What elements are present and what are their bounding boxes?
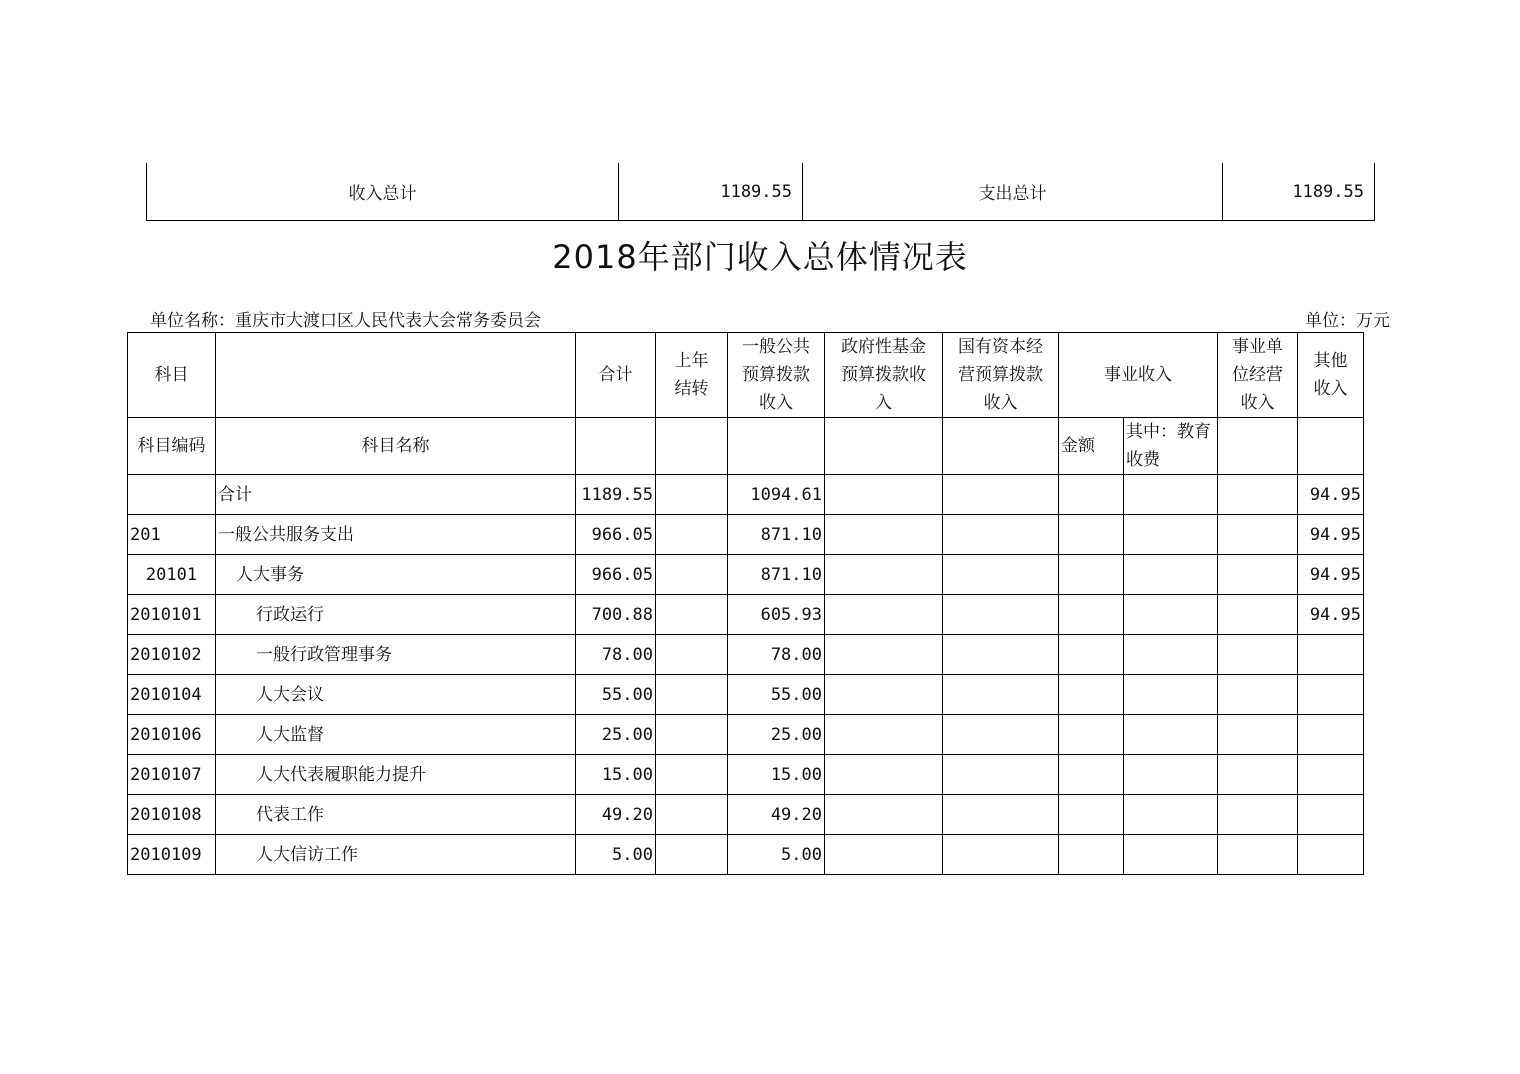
unit-operating-cell bbox=[1218, 475, 1298, 515]
table-row bbox=[128, 835, 1364, 875]
table-row bbox=[128, 635, 1364, 675]
carryover-cell bbox=[656, 595, 728, 635]
other-income-cell bbox=[1298, 675, 1364, 715]
income-total-label: 收入总计 bbox=[147, 163, 619, 221]
state-capital-cell bbox=[943, 835, 1059, 875]
header-row-2 bbox=[128, 418, 1364, 475]
total-cell: 55.00 bbox=[576, 675, 656, 715]
other-income-cell bbox=[1298, 635, 1364, 675]
gov-fund-cell bbox=[825, 555, 943, 595]
carryover-cell bbox=[656, 835, 728, 875]
state-capital-cell bbox=[943, 515, 1059, 555]
table-row bbox=[128, 555, 1364, 595]
general-budget-cell: 55.00 bbox=[728, 675, 825, 715]
table-body bbox=[128, 475, 1364, 875]
subject-code-cell: 2010109 bbox=[128, 835, 216, 875]
business-amount-cell bbox=[1059, 715, 1124, 755]
header-edu-fee-line: 收费 bbox=[1126, 450, 1160, 470]
header-state-capital-line: 收入 bbox=[983, 393, 1018, 413]
header-empty bbox=[1218, 418, 1298, 475]
general-budget-cell: 15.00 bbox=[728, 755, 825, 795]
carryover-cell bbox=[656, 755, 728, 795]
header-empty bbox=[728, 418, 825, 475]
subject-code-cell: 2010107 bbox=[128, 755, 216, 795]
header-empty bbox=[825, 418, 943, 475]
gov-fund-cell bbox=[825, 755, 943, 795]
header-subject-name: 科目名称 bbox=[216, 418, 576, 475]
expense-total-label: 支出总计 bbox=[803, 163, 1223, 221]
edu-fee-cell bbox=[1124, 515, 1218, 555]
header-business-income: 事业收入 bbox=[1059, 333, 1218, 418]
edu-fee-cell bbox=[1124, 715, 1218, 755]
header-unit-operating-line: 事业单 bbox=[1232, 337, 1283, 357]
table-row bbox=[128, 755, 1364, 795]
subject-name-cell: 人大信访工作 bbox=[216, 835, 576, 875]
unit-operating-cell bbox=[1218, 675, 1298, 715]
state-capital-cell bbox=[943, 595, 1059, 635]
general-budget-cell: 1094.61 bbox=[728, 475, 825, 515]
business-amount-cell bbox=[1059, 475, 1124, 515]
header-unit-operating-line: 收入 bbox=[1240, 393, 1275, 413]
header-subject-code: 科目编码 bbox=[128, 418, 216, 475]
table-row bbox=[128, 675, 1364, 715]
header-general-budget-line: 预算拨款 bbox=[742, 365, 810, 385]
carryover-cell bbox=[656, 715, 728, 755]
header-total: 合计 bbox=[576, 333, 656, 418]
carryover-cell bbox=[656, 635, 728, 675]
header-gov-fund-line: 政府性基金 bbox=[841, 337, 926, 357]
table-row bbox=[128, 715, 1364, 755]
subject-name-cell: 代表工作 bbox=[216, 795, 576, 835]
business-amount-cell bbox=[1059, 595, 1124, 635]
unit-operating-cell bbox=[1218, 515, 1298, 555]
subject-code-cell: 201 bbox=[128, 515, 216, 555]
business-amount-cell bbox=[1059, 835, 1124, 875]
table-row bbox=[128, 595, 1364, 635]
total-cell: 78.00 bbox=[576, 635, 656, 675]
header-state-capital-line: 营预算拨款 bbox=[958, 365, 1043, 385]
state-capital-cell bbox=[943, 475, 1059, 515]
unit-operating-cell bbox=[1218, 595, 1298, 635]
subject-name-cell: 人大代表履职能力提升 bbox=[216, 755, 576, 795]
subject-code-cell bbox=[128, 475, 216, 515]
header-gov-fund bbox=[825, 333, 943, 418]
total-cell: 5.00 bbox=[576, 835, 656, 875]
general-budget-cell: 5.00 bbox=[728, 835, 825, 875]
subject-code-cell: 2010102 bbox=[128, 635, 216, 675]
general-budget-cell: 605.93 bbox=[728, 595, 825, 635]
unit-operating-cell bbox=[1218, 795, 1298, 835]
subject-code-cell: 2010106 bbox=[128, 715, 216, 755]
header-carryover bbox=[656, 333, 728, 418]
subject-name-cell: 一般行政管理事务 bbox=[216, 635, 576, 675]
header-unit-operating-line: 位经营 bbox=[1232, 365, 1283, 385]
other-income-cell: 94.95 bbox=[1298, 475, 1364, 515]
general-budget-cell: 871.10 bbox=[728, 555, 825, 595]
state-capital-cell bbox=[943, 715, 1059, 755]
header-unit-operating bbox=[1218, 333, 1298, 418]
business-amount-cell bbox=[1059, 515, 1124, 555]
carryover-cell bbox=[656, 675, 728, 715]
state-capital-cell bbox=[943, 555, 1059, 595]
business-amount-cell bbox=[1059, 555, 1124, 595]
summary-table bbox=[146, 163, 1375, 221]
header-other-income-line: 收入 bbox=[1313, 379, 1348, 399]
business-amount-cell bbox=[1059, 795, 1124, 835]
unit-operating-cell bbox=[1218, 755, 1298, 795]
other-income-cell bbox=[1298, 715, 1364, 755]
header-empty bbox=[656, 418, 728, 475]
edu-fee-cell bbox=[1124, 835, 1218, 875]
business-amount-cell bbox=[1059, 635, 1124, 675]
business-amount-cell bbox=[1059, 755, 1124, 795]
unit-name: 单位名称：重庆市大渡口区人民代表大会常务委员会 bbox=[150, 311, 541, 331]
total-cell: 966.05 bbox=[576, 555, 656, 595]
total-cell: 966.05 bbox=[576, 515, 656, 555]
header-edu-fee bbox=[1124, 418, 1218, 475]
income-table bbox=[127, 332, 1364, 875]
other-income-cell bbox=[1298, 755, 1364, 795]
unit-operating-cell bbox=[1218, 635, 1298, 675]
subject-name-cell: 人大监督 bbox=[216, 715, 576, 755]
subject-name-cell: 合计 bbox=[216, 475, 576, 515]
other-income-cell bbox=[1298, 795, 1364, 835]
page-title: 2018年部门收入总体情况表 bbox=[552, 238, 968, 276]
subject-name-cell: 行政运行 bbox=[216, 595, 576, 635]
state-capital-cell bbox=[943, 635, 1059, 675]
header-gov-fund-line: 入 bbox=[875, 393, 892, 413]
edu-fee-cell bbox=[1124, 675, 1218, 715]
header-state-capital-line: 国有资本经 bbox=[958, 337, 1043, 357]
state-capital-cell bbox=[943, 795, 1059, 835]
subject-name-cell: 一般公共服务支出 bbox=[216, 515, 576, 555]
header-blank bbox=[216, 333, 576, 418]
edu-fee-cell bbox=[1124, 475, 1218, 515]
business-amount-cell bbox=[1059, 675, 1124, 715]
subject-name-cell: 人大会议 bbox=[216, 675, 576, 715]
total-cell: 15.00 bbox=[576, 755, 656, 795]
header-general-budget bbox=[728, 333, 825, 418]
income-total-value: 1189.55 bbox=[619, 163, 803, 221]
gov-fund-cell bbox=[825, 795, 943, 835]
expense-total-value: 1189.55 bbox=[1223, 163, 1375, 221]
general-budget-cell: 25.00 bbox=[728, 715, 825, 755]
subject-code-cell: 2010108 bbox=[128, 795, 216, 835]
summary-row bbox=[147, 163, 1375, 221]
header-empty bbox=[576, 418, 656, 475]
carryover-cell bbox=[656, 555, 728, 595]
carryover-cell bbox=[656, 795, 728, 835]
gov-fund-cell bbox=[825, 515, 943, 555]
other-income-cell: 94.95 bbox=[1298, 515, 1364, 555]
unit-operating-cell bbox=[1218, 835, 1298, 875]
header-subject: 科目 bbox=[128, 333, 216, 418]
unit-label: 单位：万元 bbox=[1305, 311, 1390, 331]
subject-code-cell: 20101 bbox=[128, 555, 216, 595]
other-income-cell bbox=[1298, 835, 1364, 875]
header-gov-fund-line: 预算拨款收 bbox=[841, 365, 926, 385]
header-amount: 金额 bbox=[1059, 418, 1124, 475]
header-row-1 bbox=[128, 333, 1364, 418]
state-capital-cell bbox=[943, 675, 1059, 715]
total-cell: 49.20 bbox=[576, 795, 656, 835]
header-empty bbox=[1298, 418, 1364, 475]
edu-fee-cell bbox=[1124, 595, 1218, 635]
gov-fund-cell bbox=[825, 675, 943, 715]
other-income-cell: 94.95 bbox=[1298, 555, 1364, 595]
table-row bbox=[128, 475, 1364, 515]
unit-operating-cell bbox=[1218, 715, 1298, 755]
carryover-cell bbox=[656, 515, 728, 555]
general-budget-cell: 871.10 bbox=[728, 515, 825, 555]
table-row bbox=[128, 515, 1364, 555]
header-carryover-line: 上年 bbox=[674, 351, 709, 371]
general-budget-cell: 49.20 bbox=[728, 795, 825, 835]
total-cell: 1189.55 bbox=[576, 475, 656, 515]
header-other-income bbox=[1298, 333, 1364, 418]
gov-fund-cell bbox=[825, 635, 943, 675]
carryover-cell bbox=[656, 475, 728, 515]
header-other-income-line: 其他 bbox=[1313, 351, 1348, 371]
gov-fund-cell bbox=[825, 715, 943, 755]
edu-fee-cell bbox=[1124, 755, 1218, 795]
header-edu-fee-line: 其中：教育 bbox=[1126, 422, 1211, 442]
state-capital-cell bbox=[943, 755, 1059, 795]
subject-code-cell: 2010101 bbox=[128, 595, 216, 635]
subject-code-cell: 2010104 bbox=[128, 675, 216, 715]
header-state-capital bbox=[943, 333, 1059, 418]
gov-fund-cell bbox=[825, 475, 943, 515]
edu-fee-cell bbox=[1124, 555, 1218, 595]
gov-fund-cell bbox=[825, 835, 943, 875]
header-empty bbox=[943, 418, 1059, 475]
gov-fund-cell bbox=[825, 595, 943, 635]
unit-operating-cell bbox=[1218, 555, 1298, 595]
header-general-budget-line: 一般公共 bbox=[742, 337, 810, 357]
subject-name-cell: 人大事务 bbox=[216, 555, 576, 595]
table-row bbox=[128, 795, 1364, 835]
header-carryover-line: 结转 bbox=[674, 379, 709, 399]
header-general-budget-line: 收入 bbox=[759, 393, 793, 413]
total-cell: 25.00 bbox=[576, 715, 656, 755]
other-income-cell: 94.95 bbox=[1298, 595, 1364, 635]
general-budget-cell: 78.00 bbox=[728, 635, 825, 675]
edu-fee-cell bbox=[1124, 795, 1218, 835]
total-cell: 700.88 bbox=[576, 595, 656, 635]
edu-fee-cell bbox=[1124, 635, 1218, 675]
